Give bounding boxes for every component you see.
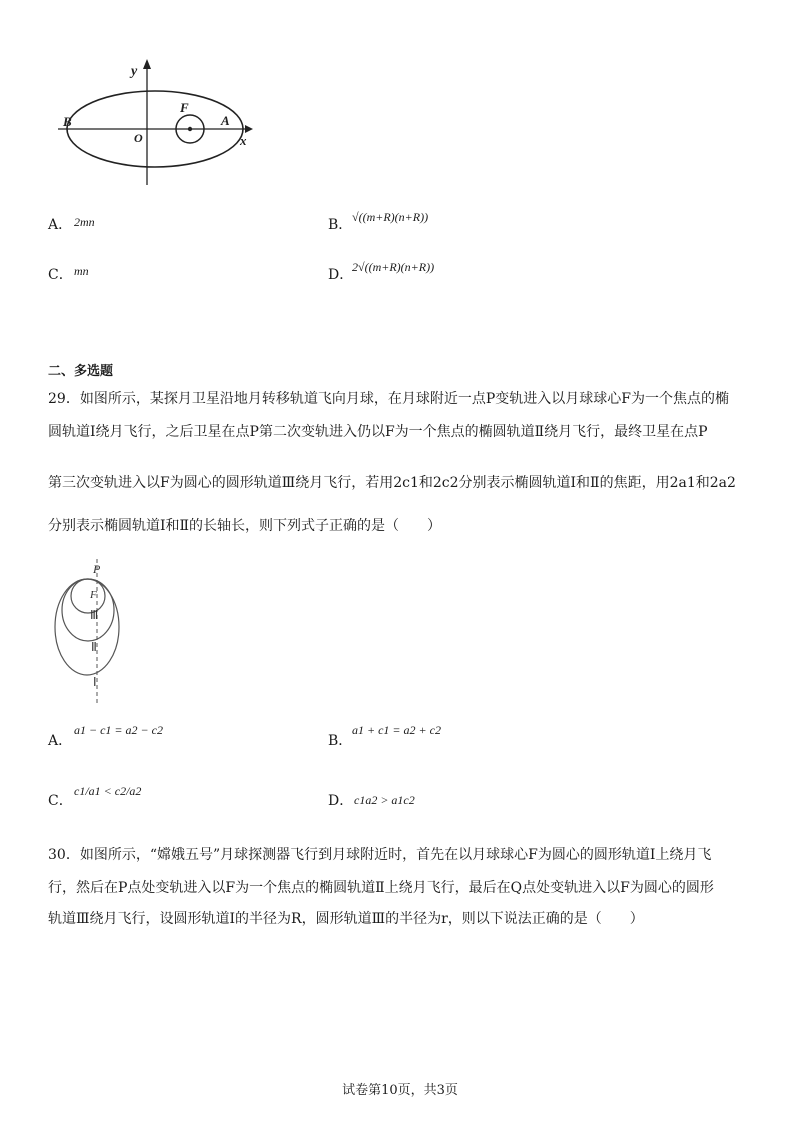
option-letter: C． (48, 267, 73, 283)
q28-option-a[interactable] (48, 215, 72, 235)
option-letter: D． (328, 267, 354, 283)
q28-option-c-expr: mn (74, 264, 89, 278)
q28-option-b[interactable] (328, 215, 352, 235)
q28-option-b-expr: √((m+R)(n+R)) (352, 210, 429, 224)
q29-option-c-expr: c1/a1 < c2/a2 (74, 784, 142, 798)
label-A: A (221, 113, 230, 128)
option-letter: B． (328, 733, 353, 749)
q30-line-3: 轨道Ⅲ绕月飞行，设圆形轨道Ⅰ的半径为R，圆形轨道Ⅲ的半径为r，则以下说法正确的是（ ） (48, 911, 644, 927)
label-F: F (90, 589, 97, 601)
q29-option-a[interactable] (48, 731, 72, 751)
orbit-III (71, 579, 105, 613)
q28-option-d[interactable] (328, 265, 353, 285)
option-letter: A． (48, 733, 73, 749)
label-P: P (93, 562, 101, 576)
orbits-figure (50, 555, 130, 705)
label-F: F (180, 100, 189, 115)
option-letter: A． (48, 217, 73, 233)
option-letter: C． (48, 793, 73, 809)
orbit-II (62, 579, 114, 641)
label-O: O (134, 131, 143, 145)
q29-line-3: 第三次变轨进入以F为圆心的圆形轨道Ⅲ绕月飞行，若用2c1和2c2分别表示椭圆轨道Ⅰ和Ⅱ的焦距，用2a1和2a2 (48, 475, 736, 491)
focus-point (188, 127, 192, 131)
q29-option-a-expr: a1 − c1 = a2 − c2 (74, 723, 163, 737)
label-x: x (240, 133, 247, 148)
q30-line-2: 行，然后在P点处变轨进入以F为一个焦点的椭圆轨道Ⅱ上绕月飞行，最后在Q点处变轨进入以F为圆心的圆形 (48, 880, 714, 896)
q28-option-d-expr: 2√((m+R)(n+R)) (352, 260, 435, 274)
q29-line-4: 分别表示椭圆轨道Ⅰ和Ⅱ的长轴长，则下列式子正确的是（ ） (48, 518, 442, 534)
label-III: Ⅲ (90, 608, 99, 622)
q29-option-c[interactable] (48, 791, 73, 811)
y-axis-arrow (143, 59, 151, 69)
q29-line-2: 圆轨道Ⅰ绕月飞行，之后卫星在点P第二次变轨进入仍以F为一个焦点的椭圆轨道Ⅱ绕月飞行，最终卫星在点P (48, 424, 708, 440)
q29-option-d-expr: c1a2 > a1c2 (354, 793, 415, 807)
q28-option-c[interactable] (48, 265, 73, 285)
label-I: Ⅰ (93, 675, 97, 689)
q29-option-b[interactable] (328, 731, 352, 751)
q29-option-d[interactable] (328, 791, 353, 811)
q30-line-1: 30．如图所示，“嫦娥五号”月球探测器飞行到月球附近时，首先在以月球球心F为圆心的圆形轨道Ⅰ上绕月飞 (48, 847, 712, 863)
option-letter: D． (328, 793, 354, 809)
label-y: y (131, 64, 138, 79)
q29-option-b-expr: a1 + c1 = a2 + c2 (352, 723, 441, 737)
q28-option-a-expr: 2mn (74, 215, 95, 229)
label-B: B (63, 114, 72, 129)
q29-line-1: 29．如图所示，某探月卫星沿地月转移轨道飞向月球，在月球附近一点P变轨进入以月球球心F为一个焦点的椭 (48, 391, 729, 407)
section-title: 二、多选题 (48, 364, 114, 379)
ellipse-figure (40, 55, 270, 190)
page-footer: 试卷第10页，共3页 (342, 1083, 458, 1098)
option-letter: B． (328, 217, 353, 233)
label-II: Ⅱ (91, 640, 97, 654)
x-axis-arrow (245, 125, 253, 133)
